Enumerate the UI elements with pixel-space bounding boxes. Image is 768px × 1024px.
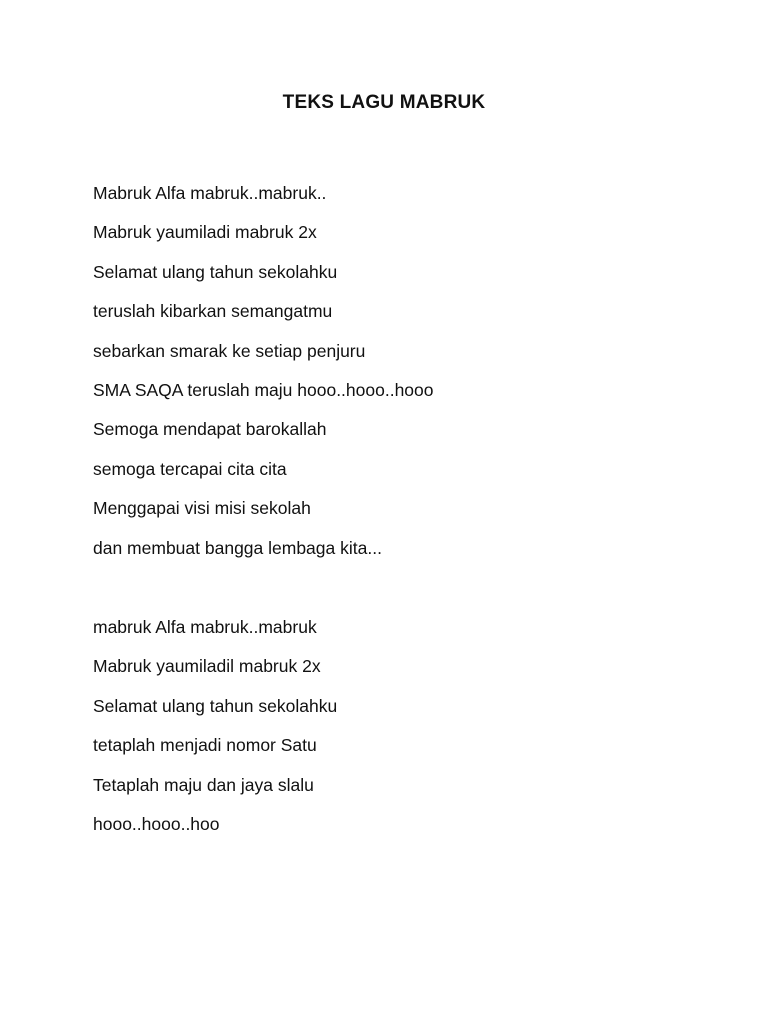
lyric-line: Mabruk yaumiladi mabruk 2x <box>93 222 317 243</box>
lyric-line: SMA SAQA teruslah maju hooo..hooo..hooo <box>93 379 434 400</box>
lyrics-stanza-2 <box>93 615 693 851</box>
document-title: TEKS LAGU MABRUK <box>282 92 486 113</box>
lyric-line: Semoga mendapat barokallah <box>93 419 327 440</box>
lyric-line: hooo..hooo..hoo <box>93 813 220 834</box>
lyric-line: Selamat ulang tahun sekolahku <box>93 261 338 282</box>
lyric-line: Tetaplah maju dan jaya slalu <box>93 774 314 795</box>
lyric-line: tetaplah menjadi nomor Satu <box>93 735 317 756</box>
lyric-line: Selamat ulang tahun sekolahku <box>93 695 338 716</box>
lyric-line: Mabruk Alfa mabruk..mabruk.. <box>93 183 327 203</box>
lyric-line: teruslah kibarkan semangatmu <box>93 301 333 322</box>
lyric-line: semoga tercapai cita cita <box>93 458 287 479</box>
lyric-line: dan membuat bangga lembaga kita... <box>93 537 382 558</box>
lyric-line: mabruk Alfa mabruk..mabruk <box>93 617 317 637</box>
lyric-line: sebarkan smarak ke setiap penjuru <box>93 340 366 361</box>
lyric-line: Menggapai visi misi sekolah <box>93 498 311 519</box>
lyrics-stanza-1 <box>93 181 693 575</box>
lyric-line: Mabruk yaumiladil mabruk 2x <box>93 656 321 677</box>
